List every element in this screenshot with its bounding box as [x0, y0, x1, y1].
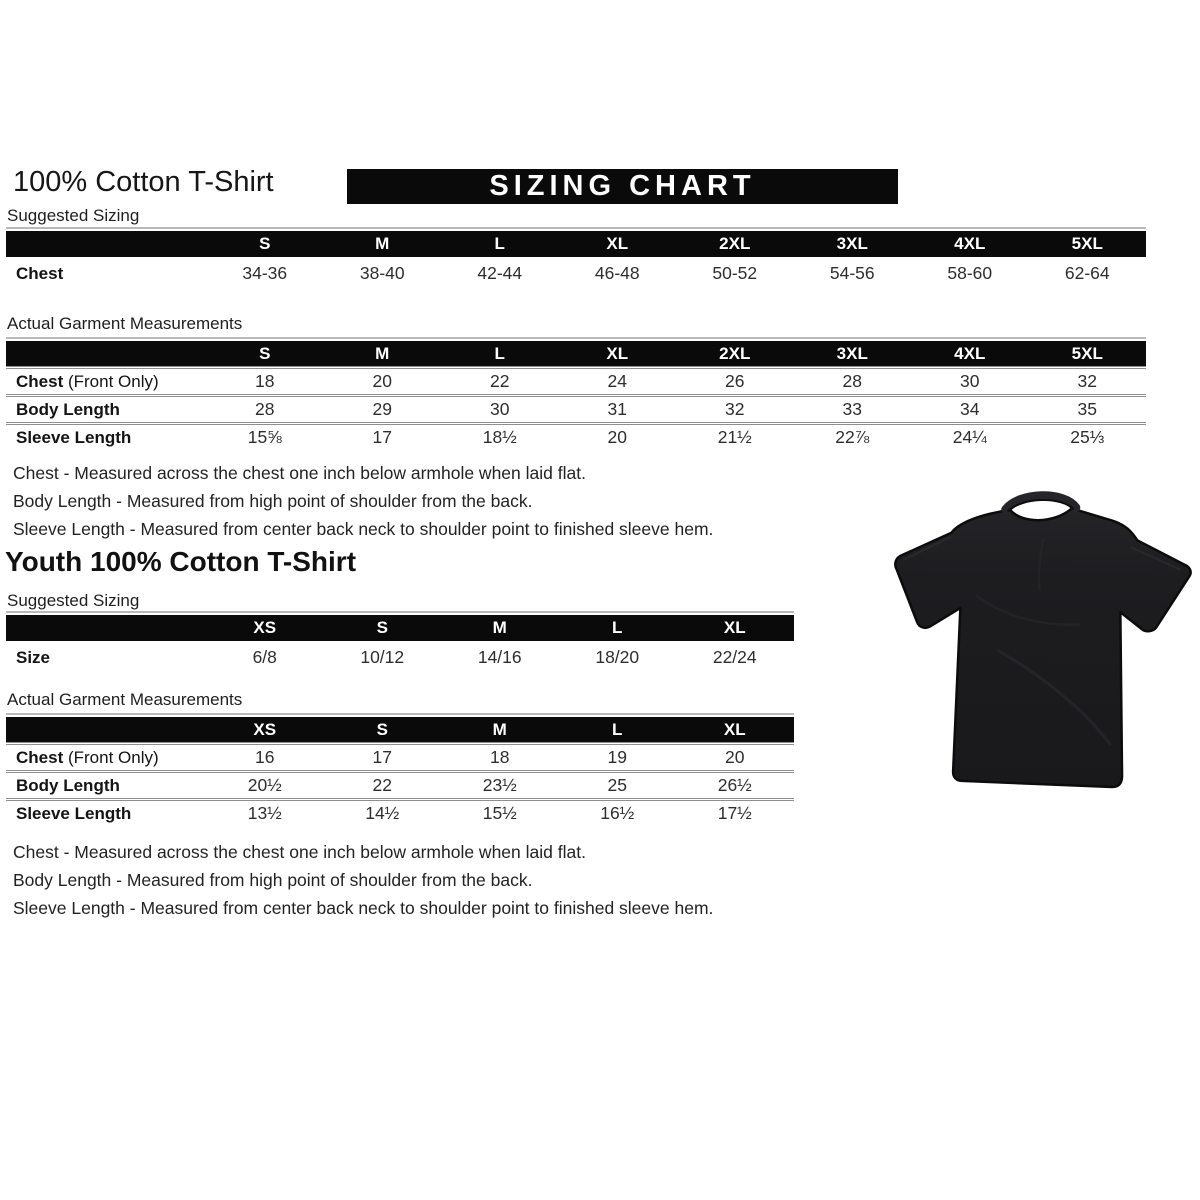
- size-value-cell: 17½: [717, 803, 752, 823]
- size-value-cell: 21½: [717, 427, 752, 447]
- table-row: [6, 742, 794, 770]
- size-value-cell: 30: [490, 399, 510, 419]
- size-value-cell: 50-52: [712, 263, 758, 283]
- table-header-row: [6, 341, 1146, 366]
- size-value-cell: 22/24: [712, 647, 757, 667]
- size-value-cell: 29: [372, 399, 392, 419]
- size-value-cell: 18: [255, 371, 275, 391]
- size-value-cell: 33: [842, 399, 862, 419]
- size-value-cell: 22: [490, 371, 510, 391]
- size-value-cell: 20: [607, 427, 627, 447]
- table-row: [6, 798, 794, 826]
- size-value-cell: 30: [960, 371, 980, 391]
- size-column-header: S: [376, 618, 388, 637]
- size-column-header: M: [375, 343, 390, 363]
- size-value-cell: 38-40: [359, 263, 405, 283]
- measurement-note-line: Chest - Measured across the chest one inch below armhole when laid flat.: [13, 463, 586, 483]
- size-column-header: 4XL: [954, 234, 986, 253]
- size-value-cell: 16: [255, 747, 275, 767]
- size-column-header: S: [259, 343, 271, 363]
- table-row: [6, 641, 794, 674]
- table-header-row: [6, 717, 794, 742]
- youth-suggested-sizing-label: Suggested Sizing: [7, 591, 140, 610]
- adult-actual-measurements-table: [6, 337, 1146, 450]
- size-value-cell: 22⅞: [835, 427, 870, 447]
- measurement-note-line: Body Length - Measured from high point of shoulder from the back.: [13, 491, 533, 511]
- size-column-header: L: [612, 618, 623, 637]
- size-value-cell: 18: [490, 747, 510, 767]
- table-row: [6, 770, 794, 798]
- measurement-note-line: Sleeve Length - Measured from center back neck to shoulder point to finished sleeve hem.: [13, 519, 714, 539]
- row-label: Body Length: [16, 399, 120, 419]
- size-column-header: L: [494, 234, 505, 253]
- row-label: Size: [16, 647, 51, 667]
- size-value-cell: 25⅓: [1070, 427, 1105, 447]
- measurement-note-line: Body Length - Measured from high point of shoulder from the back.: [13, 870, 533, 890]
- size-value-cell: 62-64: [1064, 263, 1110, 283]
- size-column-header: XL: [723, 719, 746, 739]
- size-value-cell: 14/16: [477, 647, 522, 667]
- size-value-cell: 58-60: [947, 263, 993, 283]
- size-value-cell: 22: [372, 775, 392, 795]
- size-column-header: 4XL: [954, 343, 986, 363]
- size-value-cell: 24¼: [952, 427, 987, 447]
- size-value-cell: 18½: [482, 427, 517, 447]
- size-column-header: M: [492, 618, 507, 637]
- table-row: [6, 394, 1146, 422]
- size-value-cell: 32: [725, 399, 745, 419]
- row-label: Chest (Front Only): [16, 371, 159, 391]
- size-column-header: S: [376, 719, 388, 739]
- adult-suggested-sizing-label: Suggested Sizing: [7, 206, 140, 225]
- size-value-cell: 31: [607, 399, 627, 419]
- size-value-cell: 20½: [247, 775, 282, 795]
- size-column-header: 2XL: [719, 343, 751, 363]
- youth-page-title: Youth 100% Cotton T-Shirt: [5, 546, 357, 577]
- size-value-cell: 25: [607, 775, 627, 795]
- size-value-cell: 46-48: [594, 263, 640, 283]
- measurement-note-line: Chest - Measured across the chest one inch below armhole when laid flat.: [13, 842, 586, 862]
- size-value-cell: 26½: [717, 775, 752, 795]
- size-value-cell: 17: [372, 427, 392, 447]
- size-value-cell: 34: [960, 399, 980, 419]
- youth-actual-measurements-label: Actual Garment Measurements: [7, 690, 243, 709]
- size-column-header: S: [259, 234, 271, 253]
- size-column-header: 5XL: [1071, 234, 1103, 253]
- size-column-header: 3XL: [836, 343, 868, 363]
- row-label: Body Length: [16, 775, 120, 795]
- table-row: [6, 422, 1146, 450]
- size-value-cell: 14½: [365, 803, 400, 823]
- size-value-cell: 54-56: [829, 263, 875, 283]
- size-value-cell: 16½: [600, 803, 635, 823]
- table-row: [6, 257, 1146, 290]
- size-column-header: 2XL: [719, 234, 751, 253]
- size-value-cell: 15⅝: [247, 427, 282, 447]
- youth-suggested-sizing-table: [6, 611, 794, 674]
- size-value-cell: 35: [1077, 399, 1097, 419]
- page-title: 100% Cotton T-Shirt: [13, 166, 274, 198]
- size-column-header: M: [375, 234, 390, 253]
- size-column-header: 5XL: [1071, 343, 1103, 363]
- row-label: Sleeve Length: [16, 427, 132, 447]
- size-value-cell: 20: [725, 747, 745, 767]
- size-column-header: L: [612, 719, 623, 739]
- size-column-header: XS: [253, 618, 277, 637]
- size-value-cell: 10/12: [360, 647, 405, 667]
- size-column-header: XL: [606, 343, 629, 363]
- youth-measurement-notes: [13, 843, 713, 927]
- table-row: [6, 366, 1146, 394]
- adult-measurement-notes: [13, 464, 713, 548]
- sizing-chart-banner: SIZING CHART: [347, 169, 898, 204]
- size-value-cell: 28: [842, 371, 862, 391]
- size-value-cell: 17: [372, 747, 392, 767]
- size-value-cell: 32: [1077, 371, 1097, 391]
- size-column-header: M: [492, 719, 507, 739]
- measurement-note-line: Sleeve Length - Measured from center back neck to shoulder point to finished sleeve hem.: [13, 898, 714, 918]
- youth-actual-measurements-table: [6, 713, 794, 826]
- size-value-cell: 26: [725, 371, 745, 391]
- size-value-cell: 20: [372, 371, 392, 391]
- size-column-header: L: [494, 343, 505, 363]
- size-column-header: 3XL: [836, 234, 868, 253]
- size-value-cell: 6/8: [252, 647, 277, 667]
- size-value-cell: 15½: [482, 803, 517, 823]
- adult-actual-measurements-label: Actual Garment Measurements: [7, 314, 243, 333]
- size-value-cell: 42-44: [477, 263, 523, 283]
- table-header-row: [6, 615, 794, 641]
- row-label: Chest: [16, 263, 64, 283]
- row-label: Chest (Front Only): [16, 747, 159, 767]
- size-value-cell: 28: [255, 399, 275, 419]
- tshirt-photo: [880, 476, 1200, 808]
- row-label: Sleeve Length: [16, 803, 132, 823]
- table-header-row: [6, 231, 1146, 257]
- size-column-header: XS: [253, 719, 277, 739]
- size-value-cell: 24: [607, 371, 627, 391]
- size-value-cell: 13½: [247, 803, 282, 823]
- size-value-cell: 19: [607, 747, 627, 767]
- size-column-header: XL: [606, 234, 629, 253]
- size-value-cell: 23½: [482, 775, 517, 795]
- size-value-cell: 34-36: [242, 263, 288, 283]
- size-column-header: XL: [723, 618, 746, 637]
- size-value-cell: 18/20: [595, 647, 640, 667]
- adult-suggested-sizing-table: [6, 227, 1146, 290]
